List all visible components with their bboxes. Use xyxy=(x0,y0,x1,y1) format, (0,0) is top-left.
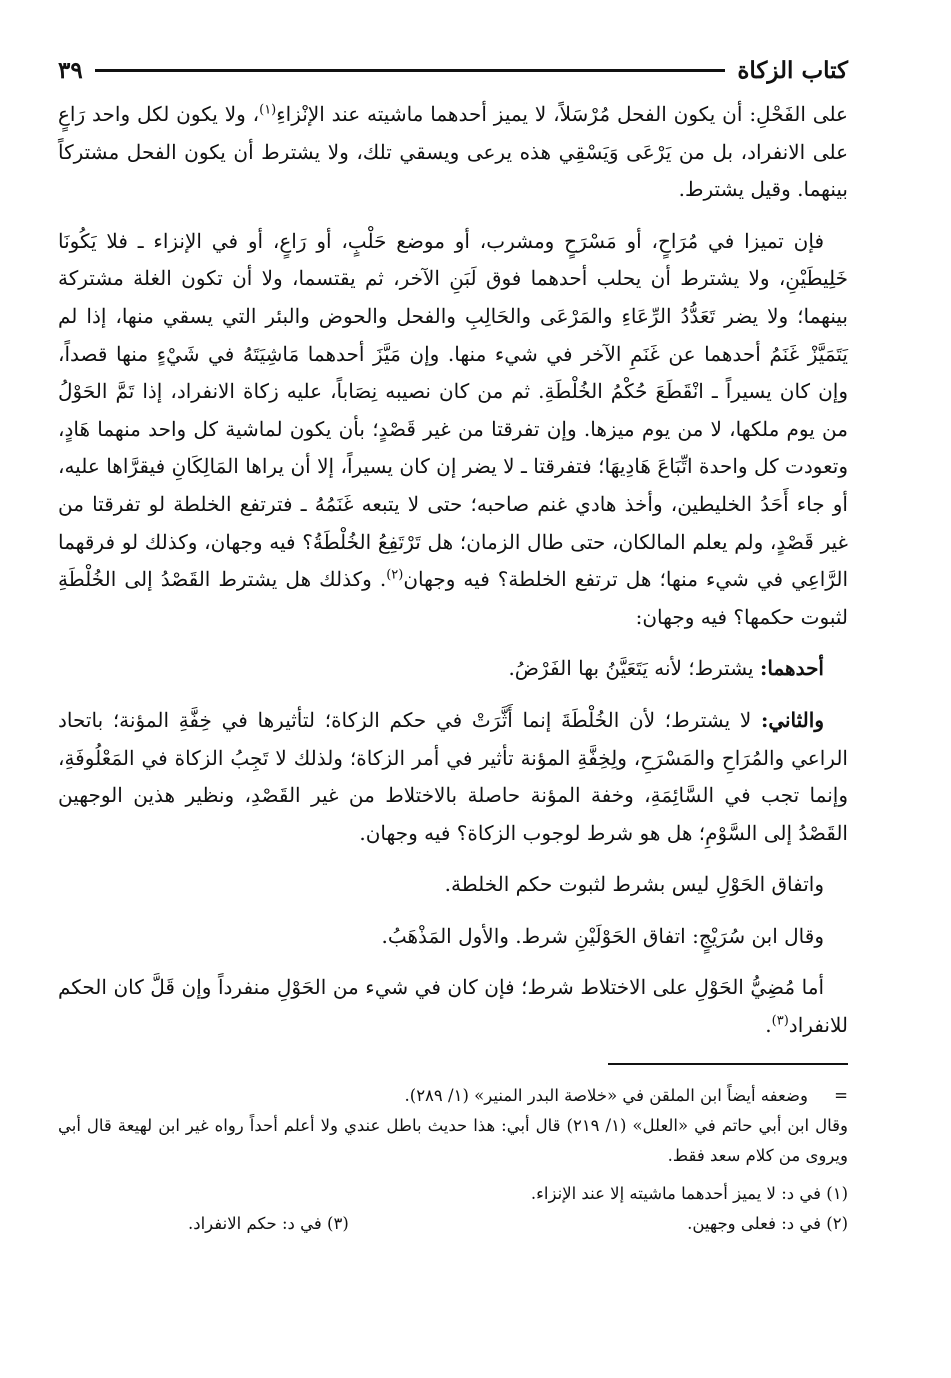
paragraph-text: على الفَحْلِ: أن يكون الفحل مُرْسَلاً، لا يميز أحدهما ماشيته عند الإنْزاءِ xyxy=(276,102,848,126)
paragraph-text-after: . xyxy=(765,1013,772,1038)
footnote-continuation-2: وقال ابن أبي حاتم في «العلل» (١/ ٢١٩) قال أبي: هذا حديث باطل عندي ولا أعلم أحداً رواه غير ابن لهيعة قال أبي ويروى من كلام سعد فقط. xyxy=(58,1115,848,1165)
paragraph-2 xyxy=(58,223,848,637)
paragraph-text-after: . وكذلك هل يشترط القَصْدُ إلى الخُلْطَةِ لثبوت حكمها؟ فيه وجهان: xyxy=(58,567,848,629)
paragraph-text: واتفاق الحَوْلِ ليس بشرط لثبوت حكم الخلطة. xyxy=(444,872,824,897)
paragraph-4 xyxy=(58,702,848,852)
footnote-text: وضعفه أيضاً ابن الملقن في «خلاصة البدر المنير» (١/ ٢٨٩). xyxy=(404,1085,808,1105)
paragraph-text: أما مُضِيُّ الحَوْلِ على الاختلاط شرط؛ فإن كان في شيء من الحَوْلِ منفرداً وإن قَلَّ كان الحكم للانفراد xyxy=(58,975,848,1038)
paragraph-6 xyxy=(58,918,848,956)
footnote-ref-2: (٢) xyxy=(386,567,404,583)
continuation-mark: = xyxy=(834,1085,848,1105)
footnote-ref-3: (٣) xyxy=(771,1013,789,1029)
paragraph-7 xyxy=(58,969,848,1044)
main-text xyxy=(58,96,848,1045)
footnote-separator xyxy=(608,1063,848,1065)
footnote-2: (٢) في د: فعلى وجهين. xyxy=(687,1213,848,1233)
paragraph-lead: أحدهما: xyxy=(759,656,824,681)
paragraph-text: فإن تميزا في مُرَاحٍ، أو مَسْرَحٍ ومشرب، أو موضع حَلْبٍ، أو رَاعٍ، أو في الإنزاء ـ فلا يَكُونَا خَلِيطَيْنِ، ولا يشترط أن يحلب أحدهما فوق لَبَنِ الآخر، ثم يقتسما، ولا أن تكون الغلة مشتركة بينهما؛ ولا يضر تَعَدُّدُ الرِّعَاءِ والمَرْعَى والحَالِبِ والفحل والحوض والبئر التي يسقي منها، إذا لم يَتَمَيَّزْ غَنَمُ أحدهما عن غَنَمِ الآخر في شيء منها. وإن مَيَّزَ أحدهما مَاشِيَتَهُ في شَيْءٍ منها قصداً، وإن كان يسيراً ـ انْقَطَعَ حُكْمُ الخُلْطَةِ. ثم من كان نصيبه نِصَاباً، عليه زكاة الانفراد، إذا تَمَّ الحَوْلُ من يوم ملكها، لا من يوم ميزها. وإن تفرقتا من غير قَصْدٍ؛ بأن يكون لماشية كل واحد منهما هَادٍ، وتعودت كل واحدة اتِّبَاعَ هَادِيهَا؛ فتفرقتا ـ لا يضر إن كان يسيراً، إلا أن يراها المَالِكَانِ فيقرَّاها عليه، أو جاء أَحَدُ الخليطين، وأخذ هادي غنم صاحبه؛ حتى لا يتبعه غَنَمُهُ ـ فترتفع الخلطة لو تفرقتا من غير قَصْدٍ، ولم يعلم المالكان، حتى طال الزمان؛ هل تَرْتَفِعُ الخُلْطَةُ؟ فيه وجهان، وكذلك لو فرقهما الرَّاعِي في شيء منها؛ هل ترتفع الخلطة؟ فيه وجهان xyxy=(58,228,848,592)
paragraph-text: يشترط؛ لأنه يَتَعَيَّنُ بها الفَرْضُ. xyxy=(508,656,760,681)
paragraph-lead: والثاني: xyxy=(760,707,824,732)
paragraph-text-after: ، ولا يكون لكل واحد رَاعٍ على الانفراد، بل من يَرْعَى وَيَسْقِي هذه يرعى ويسقي تلك، ولا يشترط أن يكون الفحل مشتركاً بينهما. وقيل يشترط. xyxy=(58,102,848,202)
paragraph-text: لا يشترط؛ لأن الخُلْطَةَ إنما أَثَّرَتْ في حكم الزكاة؛ لتأثيرها في خِفَّةِ المؤنة؛ باتحاد الراعي والمُرَاحِ والمَسْرَحِ، ولِخِفَّةِ المؤنة تأثير في أمر الزكاة؛ ولذلك لا تَجِبُ الزكاة في المَعْلُوفَةِ، وإنما تجب في السَّائِمَةِ، وخفة المؤنة حاصلة بالاختلاط من غير القَصْدِ، ونظير هذين الوجهين القَصْدُ إلى السَّوْمِ؛ هل هو شرط لوجوب الزكاة؟ فيه وجهان. xyxy=(58,707,848,845)
footnote-3: (٣) في د: حكم الانفراد. xyxy=(188,1213,349,1233)
paragraph-5 xyxy=(58,866,848,904)
paragraph-3 xyxy=(58,650,848,688)
paragraph-1 xyxy=(58,96,848,209)
chapter-title: كتاب الزكاة xyxy=(737,56,848,84)
footnote-row xyxy=(58,1209,848,1239)
paragraph-text: وقال ابن سُرَيْجٍ: اتفاق الحَوْلَيْنِ شرط. والأول المَذْهَبُ. xyxy=(381,923,824,948)
header-rule xyxy=(95,69,726,72)
footnotes xyxy=(58,1081,848,1239)
page-number: ٣٩ xyxy=(58,56,83,84)
footnote-1: (١) في د: لا يميز أحدهما ماشيته إلا عند الإنزاء. xyxy=(530,1183,848,1203)
document-page xyxy=(58,48,848,1239)
running-header xyxy=(58,48,848,92)
footnote-continuation-1 xyxy=(58,1081,848,1111)
footnote-ref-1: (١) xyxy=(259,102,277,118)
